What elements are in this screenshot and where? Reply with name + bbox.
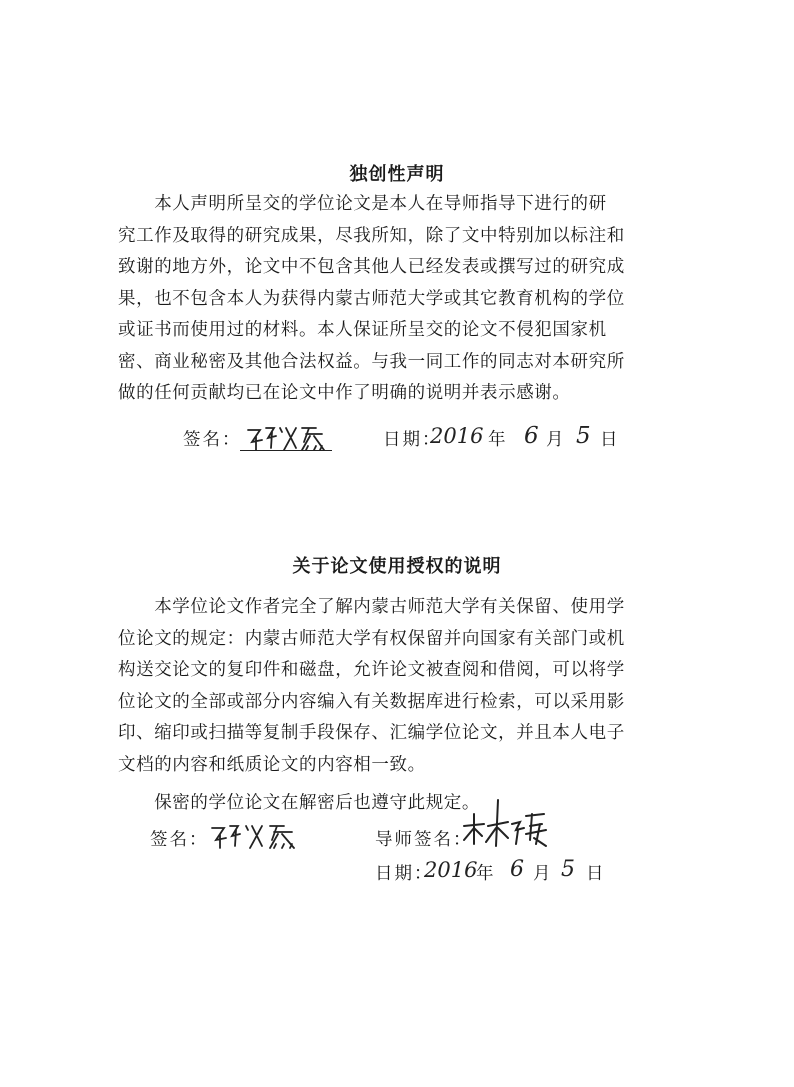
declaration-line: 做的任何贡献均已在论文中作了明确的说明并表示感谢。 [118, 383, 571, 403]
declaration-date-label: 日期： [383, 430, 442, 450]
authorization-year-char: 年 [476, 864, 496, 884]
declaration-line: 果，也不包含本人为获得内蒙古师范大学或其它教育机构的学位 [118, 288, 625, 309]
declaration-signature-label: 签名： [183, 430, 242, 450]
declaration-year-char: 年 [488, 430, 508, 450]
authorization-line: 印、缩印或扫描等复制手段保存、汇编学位论文，并且本人电子 [118, 723, 625, 743]
declaration-date-month: 6 [524, 423, 539, 449]
authorization-date-month: 6 [510, 857, 524, 882]
authorization-month-char: 月 [533, 864, 553, 884]
declaration-line: 致谢的地方外，论文中不包含其他人已经发表或撰写过的研究成 [118, 257, 625, 277]
authorization-handwritten-signature [208, 818, 304, 852]
authorization-title: 关于论文使用授权的说明 [292, 556, 502, 577]
authorization-date-year: 2016 [424, 858, 478, 882]
authorization-line: 位论文的全部或部分内容编入有关数据库进行检索，可以采用影 [118, 691, 625, 712]
declaration-line: 本人声明所呈交的学位论文是本人在导师指导下进行的研 [118, 194, 607, 214]
declaration-handwritten-signature [244, 420, 334, 454]
supervisor-handwritten-signature [460, 790, 550, 850]
supervisor-signature-label: 导师签名： [375, 830, 473, 850]
declaration-date-year: 2016 [430, 424, 484, 448]
authorization-date-label: 日期： [375, 864, 434, 884]
declaration-line: 究工作及取得的研究成果，尽我所知，除了文中特别加以标注和 [118, 225, 625, 246]
authorization-day-char: 日 [586, 864, 606, 884]
declaration-day-char: 日 [600, 430, 620, 450]
declaration-title: 独创性声明 [349, 164, 445, 185]
declaration-month-char: 月 [546, 430, 566, 450]
authorization-date-day: 5 [561, 857, 575, 882]
declaration-date-day: 5 [576, 423, 591, 449]
declaration-body [118, 189, 625, 410]
declaration-line: 密、商业秘密及其他合法权益。与我一同工作的同志对本研究所 [118, 351, 625, 372]
authorization-body [118, 592, 625, 781]
confidential-line: 保密的学位论文在解密后也遵守此规定。 [118, 793, 480, 813]
authorization-signature-label: 签名： [150, 830, 209, 850]
authorization-line: 文档的内容和纸质论文的内容相一致。 [118, 754, 426, 775]
declaration-line: 或证书而使用过的材料。本人保证所呈交的论文不侵犯国家机 [118, 320, 607, 340]
authorization-line: 位论文的规定：内蒙古师范大学有权保留并向国家有关部门或机 [118, 628, 625, 649]
authorization-line: 本学位论文作者完全了解内蒙古师范大学有关保留、使用学 [118, 597, 625, 617]
authorization-line: 构送交论文的复印件和磁盘，允许论文被查阅和借阅，可以将学 [118, 660, 625, 680]
